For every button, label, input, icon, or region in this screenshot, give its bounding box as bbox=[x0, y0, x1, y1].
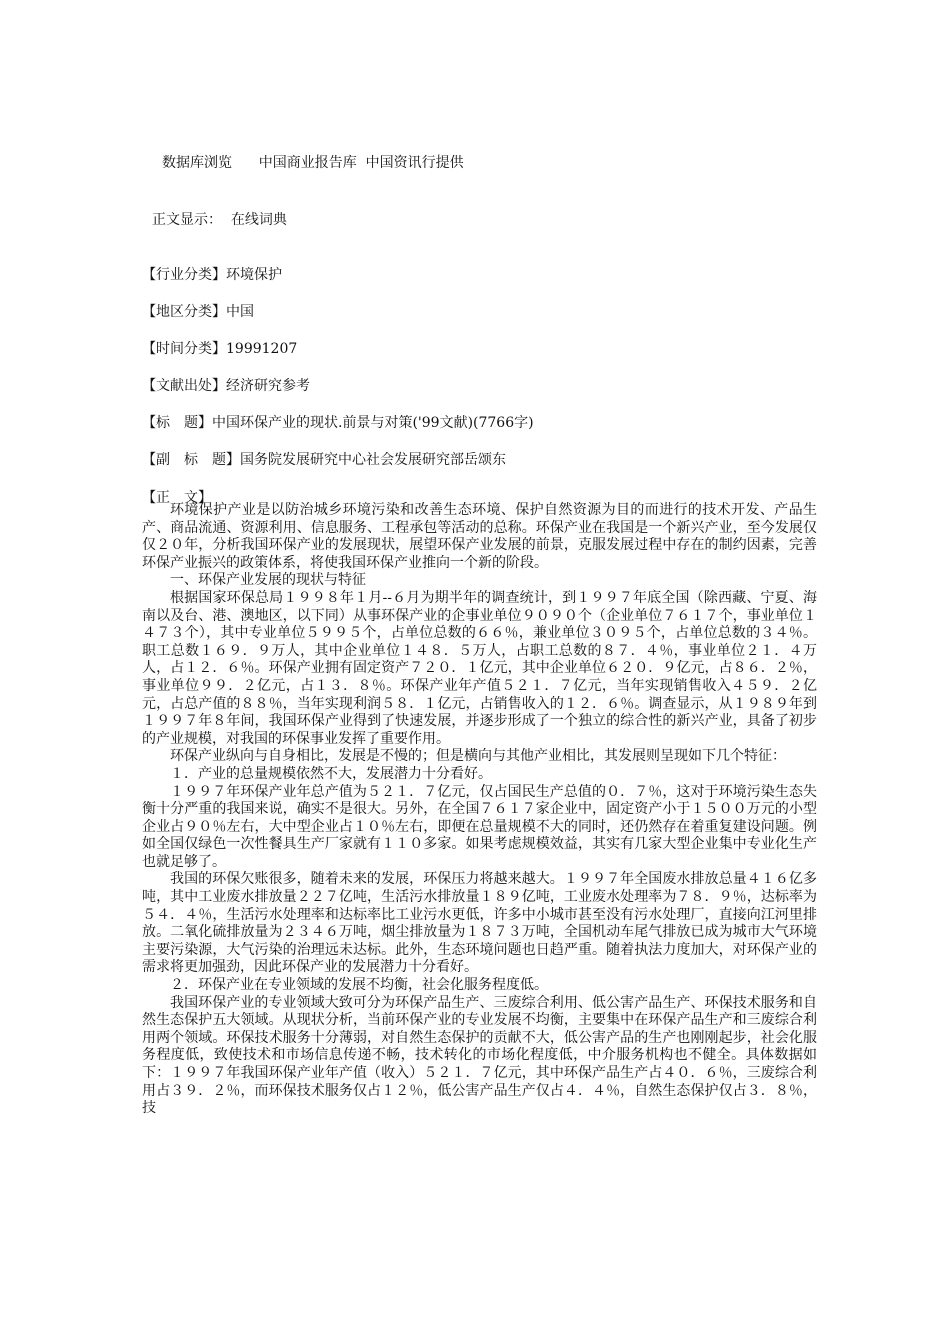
paragraph: 环保产业纵向与自身相比，发展是不慢的；但是横向与其他产业相比，其发展则呈现如下几个特征： bbox=[170, 748, 786, 765]
subsection-heading: ２．环保产业在专业领域的发展不均衡，社会化服务程度低。 bbox=[170, 977, 548, 994]
subsection-heading: １．产业的总量规模依然不大，发展潜力十分看好。 bbox=[170, 765, 492, 782]
report-library-label: 中国商业报告库 bbox=[258, 155, 357, 171]
provider-label: 中国资讯行提供 bbox=[365, 155, 464, 171]
industry-field: 【行业分类】环境保护 bbox=[142, 267, 282, 283]
region-field: 【地区分类】中国 bbox=[142, 304, 254, 320]
body-label: 【正 文】 bbox=[142, 490, 212, 506]
title-field: 【标 题】中国环保产业的现状.前景与对策('99文献)(7766字) bbox=[142, 415, 534, 431]
display-bar bbox=[152, 209, 287, 229]
paragraph: 根据国家环保总局１９９８年１月--６月为期半年的调查统计，到１９９７年底全国（除西藏、宁夏、海南以及台、港、澳地区，以下同）从事环保产业的企事业单位９０９０个（企业单位７６１７个，事业单位１４７３个），其中专业单位５９９５个，占单位总数的６６％，兼业单位３０９５个，占单位总数的３４％。职工总数１６９．９万人，其中企业单位１４８．５万人，占职工总数的８７．４％，事业单位２１．４万人，占１２．６％。环保产业拥有固定资产７２０．１亿元，其中企业单位６２０．９亿元，占８６．２％，事业单位９９．２亿元，占１３．８％。环保产业年产值５２１．７亿元，当年实现销售收入４５９．２亿元，占总产值的８８％，当年实现利润５８．１亿元，占销售收入的１２．６％。调查显示，从１９８９年到１９９７年８年间，我国环保产业得到了快速发展，并逐步形成了一个独立的综合性的新兴产业，具备了初步的产业规模，对我国的环保事业发挥了重要作用。 bbox=[142, 589, 817, 747]
database-browse-link[interactable]: 数据库浏览 bbox=[162, 155, 232, 171]
subtitle-field: 【副 标 题】国务院发展研究中心社会发展研究部岳颂东 bbox=[142, 452, 506, 468]
time-field: 【时间分类】19991207 bbox=[142, 341, 298, 357]
paragraph-intro: 环境保护产业是以防治城乡环境污染和改善生态环境、保护自然资源为目的而进行的技术开发、产品生产、商品流通、资源利用、信息服务、工程承包等活动的总称。环保产业在我国是一个新兴产业，至今发展仅仅２０年，分析我国环保产业的发展现状，展望环保产业发展的前景，克服发展过程中存在的制约因素，完善环保产业振兴的政策体系，将使我国环保产业推向一个新的阶段。 bbox=[142, 502, 817, 571]
section-heading: 一、环保产业发展的现状与特征 bbox=[170, 572, 366, 589]
body-display-label: 正文显示： bbox=[152, 212, 222, 228]
page-header bbox=[162, 152, 464, 172]
paragraph: 我国的环保欠账很多，随着未来的发展，环保压力将越来越大。１９９７年全国废水排放总量４１６亿多吨，其中工业废水排放量２２７亿吨，生活污水排放量１８９亿吨，工业废水处理率为７８．９％，达标率为５４．４％，生活污水处理率和达标率比工业污水更低，许多中小城市甚至没有污水处理厂，直接向江河里排放。二氧化硫排放量为２３４６万吨，烟尘排放量为１８７３万吨，全国机动车尾气排放已成为城市大气环境主要污染源，大气污染的治理远未达标。此外，生态环境问题也日趋严重。随着执法力度加大，对环保产业的需求将更加强劲，因此环保产业的发展潜力十分看好。 bbox=[142, 871, 817, 976]
paragraph: １９９７年环保产业年总产值为５２１．７亿元，仅占国民生产总值的０．７％，这对于环境污染生态失衡十分严重的我国来说，确实不是很大。另外，在全国７６１７家企业中，固定资产小于１５００万元的小型企业占９０％左右，大中型企业占１０％左右，即便在总量规模不大的同时，还仍然存在着重复建设问题。例如全国仅绿色一次性餐具生产厂家就有１１０多家。如果考虑规模效益，其实有几家大型企业集中专业化生产也就足够了。 bbox=[142, 783, 817, 870]
article-body bbox=[142, 502, 817, 1118]
paragraph: 我国环保产业的专业领域大致可分为环保产品生产、三废综合利用、低公害产品生产、环保技术服务和自然生态保护五大领域。从现状分析，当前环保产业的专业发展不均衡，主要集中在环保产品生产和三废综合利用两个领域。环保技术服务十分薄弱，对自然生态保护的贡献不大，低公害产品的生产也刚刚起步，社会化服务程度低，致使技术和市场信息传递不畅，技术转化的市场化程度低，中介服务机构也不健全。具体数据如下：１９９７年我国环保产业年产值（收入）５２１．７亿元，其中环保产品生产占４０．６％，三废综合利用占３９．２％，而环保技术服务仅占１２％，低公害产品生产仅占４．４％，自然生态保护仅占３．８％，技 bbox=[142, 994, 817, 1117]
online-dictionary-link[interactable]: 在线词典 bbox=[230, 212, 287, 228]
source-field: 【文献出处】经济研究参考 bbox=[142, 378, 310, 394]
